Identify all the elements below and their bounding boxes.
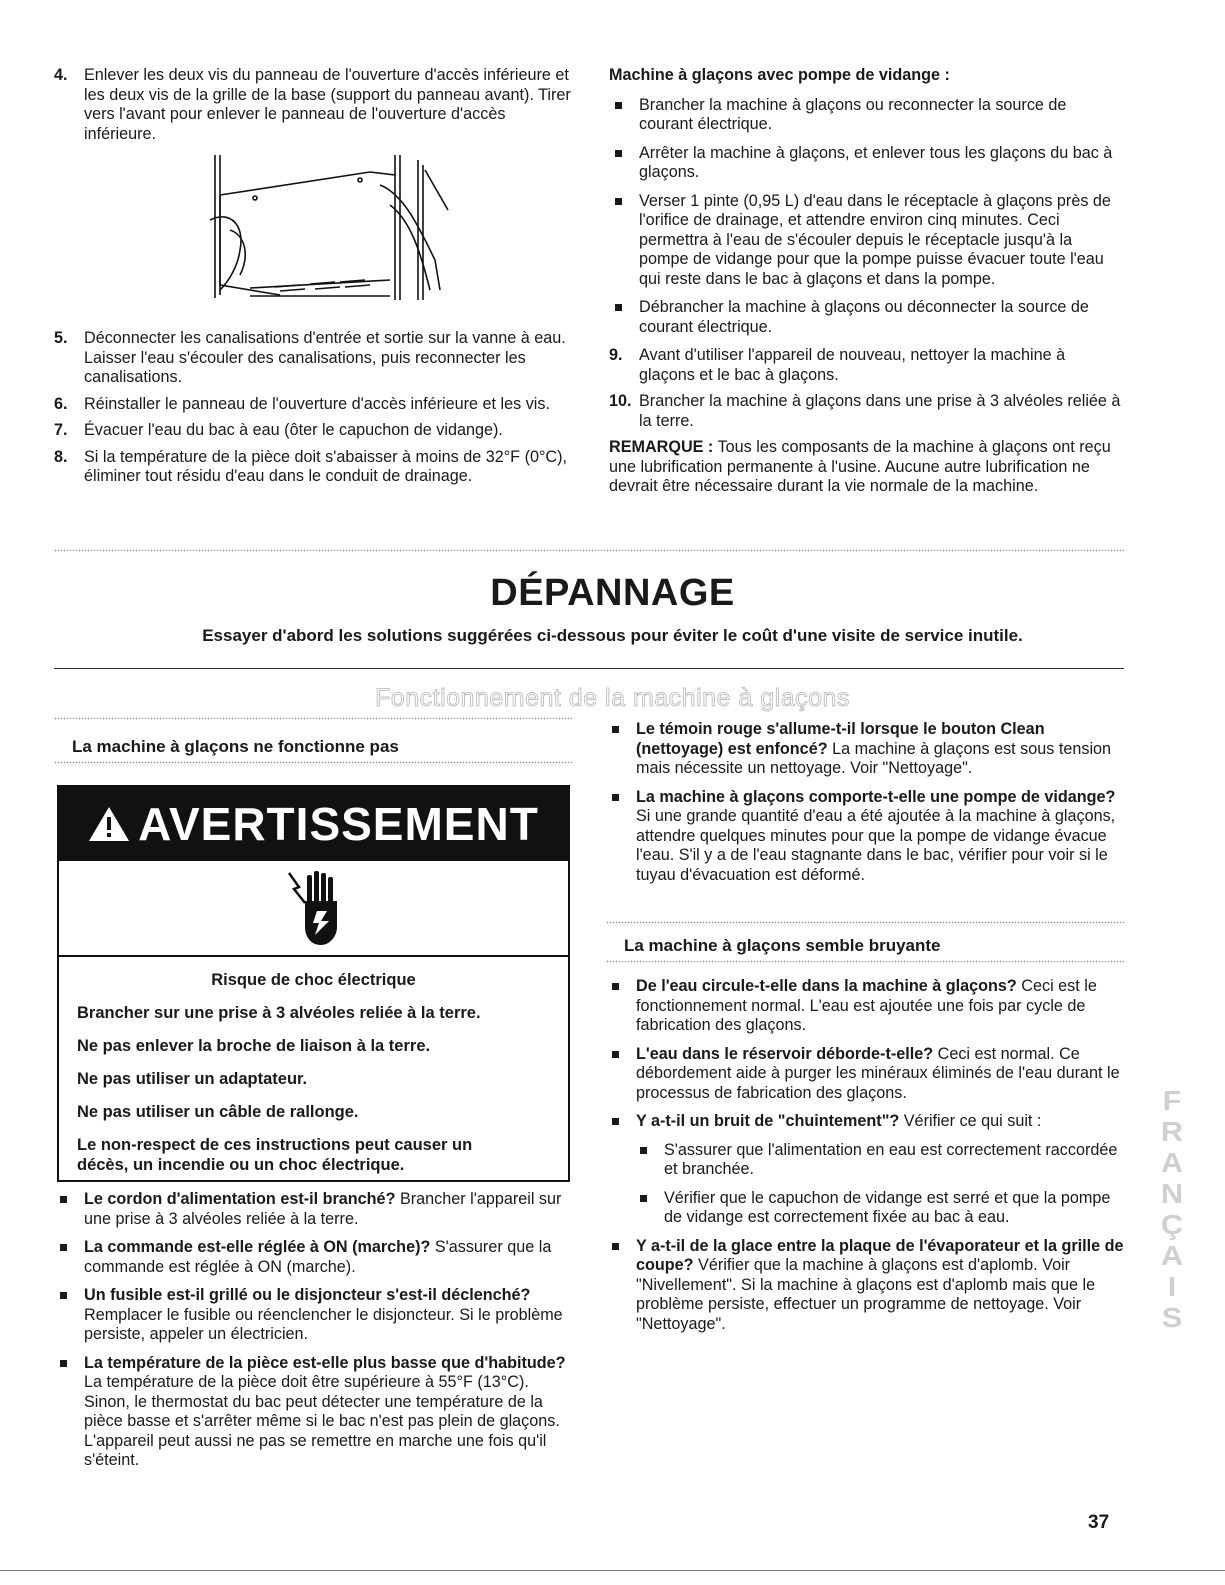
side-tab-letter: A: [1160, 1240, 1184, 1271]
list-item: [606, 788, 1124, 886]
item-question: L'eau dans le réservoir déborde-t-elle?: [636, 1044, 934, 1063]
list-item: [54, 1354, 574, 1471]
pump-bullet: Brancher la machine à glaçons ou reconnecter la source de courant électrique.: [609, 96, 1124, 135]
item-answer: La température de la pièce doit être supérieure à 55°F (13°C). Sinon, le thermostat du bac peut détecter une température de la pièce basse et s'arrêter même si le bac n'est pas plein de glaçons. L'appareil peut aussi ne pas se remettre en marche une fois qu'il s'éteint.: [84, 1373, 560, 1469]
page-title: DÉPANNAGE: [490, 572, 735, 614]
item-question: La température de la pièce est-elle plus basse que d'habitude?: [84, 1353, 566, 1372]
item-question: Y a-t-il de la glace entre la plaque de l'évaporateur et la grille de coupe?: [636, 1236, 1124, 1274]
list-item: [606, 1237, 1124, 1335]
item-answer: Ceci est le fonctionnement normal. L'eau est ajoutée une fois par cycle de fabrication des glaçons.: [636, 977, 1097, 1034]
side-tab-letter: F: [1162, 1085, 1182, 1116]
list-item: [54, 1190, 574, 1229]
note-label: REMARQUE :: [609, 438, 714, 456]
item-question: Y a-t-il un bruit de "chuintement"?: [636, 1112, 900, 1130]
ghost-heading: Fonctionnement de la machine à glaçons: [375, 684, 850, 712]
electric-shock-hand-icon: [283, 867, 345, 949]
not-working-list: [54, 1190, 574, 1480]
step-7: [54, 421, 574, 441]
step-text: Si la température de la pièce doit s'abaisser à moins de 32°F (0°C), éliminer tout résidu d'eau dans le conduit de drainage.: [84, 447, 568, 485]
step-number: 5.: [54, 329, 68, 347]
section-rule: [54, 668, 1124, 669]
pump-bullet: Débrancher la machine à glaçons ou déconnecter la source de courant électrique.: [609, 298, 1124, 337]
heading-noisy: La machine à glaçons semble bruyante: [624, 936, 941, 955]
step-number: 10.: [609, 392, 632, 410]
step-number: 9.: [609, 346, 623, 364]
right-list-b: [606, 977, 1124, 1343]
list-item: [606, 1112, 1124, 1132]
warning-line: Ne pas utiliser un adaptateur.: [77, 1070, 308, 1088]
warning-line: Le non-respect de ces instructions peut causer un décès, un incendie ou un choc électrique.: [77, 1136, 473, 1174]
list-item: [54, 1238, 574, 1277]
panel-removal-illustration: [190, 150, 452, 305]
top-right-column: [609, 66, 1124, 497]
step-number: 8.: [54, 447, 68, 466]
side-tab-letter: N: [1160, 1178, 1184, 1209]
item-answer: Vérifier que la machine à glaçons est d'aplomb. Voir "Nivellement". Si la machine à glaçons est d'aplomb mais que le problème persiste, effectuer un programme de nettoyage. Voir "Nettoyage".: [636, 1256, 1096, 1333]
step-text: Déconnecter les canalisations d'entrée et sortie sur la vanne à eau. Laisser l'eau s'écouler des canalisations, puis reconnecter les canalisations.: [84, 329, 566, 386]
heading2-rule-top: [606, 921, 1124, 924]
warning-line: Brancher sur une prise à 3 alvéoles reliée à la terre.: [77, 1004, 481, 1022]
heading2-rule-bottom: [606, 960, 1124, 963]
step-8: [54, 448, 574, 487]
step-text: Évacuer l'eau du bac à eau (ôter le capuchon de vidange).: [84, 421, 503, 439]
note-paragraph: [609, 438, 1124, 497]
warning-title: AVERTISSEMENT: [138, 798, 539, 850]
warning-line: Ne pas utiliser un câble de rallonge.: [77, 1103, 359, 1121]
step-number: 6.: [54, 394, 68, 413]
pump-bullet: Arrêter la machine à glaçons, et enlever tous les glaçons du bac à glaçons.: [609, 144, 1124, 183]
step-number: 7.: [54, 421, 68, 439]
side-tab-letter: Ç: [1160, 1209, 1184, 1240]
heading-rule-top: [54, 717, 572, 720]
top-left-column: [54, 66, 574, 151]
list-item: [606, 720, 1124, 779]
page-subtitle: Essayer d'abord les solutions suggérées ci-dessous pour éviter le coût d'une visite de service inutile.: [202, 626, 1023, 645]
item-question: Un fusible est-il grillé ou le disjoncteur s'est-il déclenché?: [84, 1286, 531, 1304]
warning-symbol-area: [59, 861, 568, 957]
right-list-a: [606, 720, 1124, 894]
warning-risk: Risque de choc électrique: [211, 971, 416, 989]
side-tab-letter: S: [1161, 1302, 1183, 1333]
sub-list-item: S'assurer que l'alimentation en eau est correctement raccordée et branchée.: [606, 1141, 1124, 1180]
item-question: La machine à glaçons comporte-t-elle une pompe de vidange?: [636, 787, 1116, 806]
sub-list-item: Vérifier que le capuchon de vidange est serré et que la pompe de vidange est correctement fixée au bac à eau.: [606, 1189, 1124, 1228]
step-10: [609, 392, 1124, 431]
bottom-edge-rule: [0, 1570, 1225, 1571]
step-text: Réinstaller le panneau de l'ouverture d'accès inférieure et les vis.: [84, 394, 550, 413]
pump-bullet: Verser 1 pinte (0,95 L) d'eau dans le réceptacle à glaçons près de l'orifice de drainage, et attendre environ cinq minutes. Ceci permettra à l'eau de s'écouler depuis le réceptacle jusqu'à la pompe de vidange pour que la pompe puisse évacuer toute l'eau qui reste dans le bac à glaçons et dans la pompe.: [609, 192, 1124, 290]
item-answer: Ceci est normal. Ce débordement aide à purger les minéraux éliminés de l'eau durant le processus de fabrication des glaçons.: [636, 1044, 1120, 1102]
section-divider-dotted: [54, 549, 1124, 552]
side-tab-letters: [1148, 1085, 1196, 1333]
step-text: Enlever les deux vis du panneau de l'ouverture d'accès inférieure et les deux vis de la grille de la base (support du panneau avant). Tirer vers l'avant pour enlever le panneau de l'ouverture d'accès inférieure.: [84, 66, 571, 143]
warning-box: [57, 785, 570, 1182]
item-question: De l'eau circule-t-elle dans la machine à glaçons?: [636, 977, 1017, 995]
step-5: [54, 329, 574, 388]
heading-rule-bottom: [54, 761, 572, 764]
item-answer: Remplacer le fusible ou réenclencher le disjoncteur. Si le problème persiste, appeler un électricien.: [84, 1305, 563, 1343]
warning-header: [59, 787, 568, 861]
note-text: Tous les composants de la machine à glaçons ont reçu une lubrification permanente à l'usine. Aucune autre lubrification ne devrait être nécessaire durant la vie normale de la machine.: [609, 438, 1111, 495]
list-item: [54, 1286, 574, 1345]
warning-line: Ne pas enlever la broche de liaison à la terre.: [77, 1037, 431, 1055]
heading-not-working: La machine à glaçons ne fonctionne pas: [72, 737, 399, 756]
list-item: [606, 1045, 1124, 1104]
language-side-tab: [1150, 1085, 1194, 1335]
step-number: 4.: [54, 66, 68, 84]
side-tab-letter: I: [1167, 1271, 1177, 1302]
item-question: Le cordon d'alimentation est-il branché?: [84, 1190, 396, 1208]
step-6: [54, 395, 574, 415]
top-left-steps-cont: [54, 329, 574, 494]
step-9: [609, 346, 1124, 385]
item-answer: Si une grande quantité d'eau a été ajoutée à la machine à glaçons, attendre quelques minutes pour que la pompe de vidange évacue l'eau. S'il y a de l'eau stagnante dans le bac, vérifier pour voir si le tuyau d'évacuation est déformé.: [636, 807, 1116, 884]
step-text: Brancher la machine à glaçons dans une prise à 3 alvéoles reliée à la terre.: [639, 392, 1121, 430]
side-tab-letter: R: [1160, 1116, 1184, 1147]
side-tab-letter: A: [1160, 1147, 1184, 1178]
item-answer: Vérifier ce qui suit :: [899, 1112, 1042, 1130]
pump-heading: Machine à glaçons avec pompe de vidange :: [609, 66, 950, 84]
step-text: Avant d'utiliser l'appareil de nouveau, nettoyer la machine à glaçons et le bac à glaçons.: [639, 346, 1066, 384]
warning-body: [59, 957, 568, 1175]
page-number: 37: [1088, 1512, 1110, 1533]
item-question: La commande est-elle réglée à ON (marche)?: [84, 1238, 431, 1256]
step-4: [54, 66, 574, 144]
panel-removal-drawing: [190, 150, 452, 305]
warning-triangle-icon: [88, 806, 130, 842]
list-item: [606, 977, 1124, 1036]
item-answer: Brancher l'appareil sur une prise à 3 alvéoles reliée à la terre.: [84, 1190, 562, 1228]
item-answer: S'assurer que la commande est réglée à ON (marche).: [84, 1238, 552, 1276]
item-question: Le témoin rouge s'allume-t-il lorsque le bouton Clean (nettoyage) est enfoncé?: [636, 720, 1045, 758]
item-answer: La machine à glaçons est sous tension mais nécessite un nettoyage. Voir "Nettoyage".: [636, 739, 1112, 777]
